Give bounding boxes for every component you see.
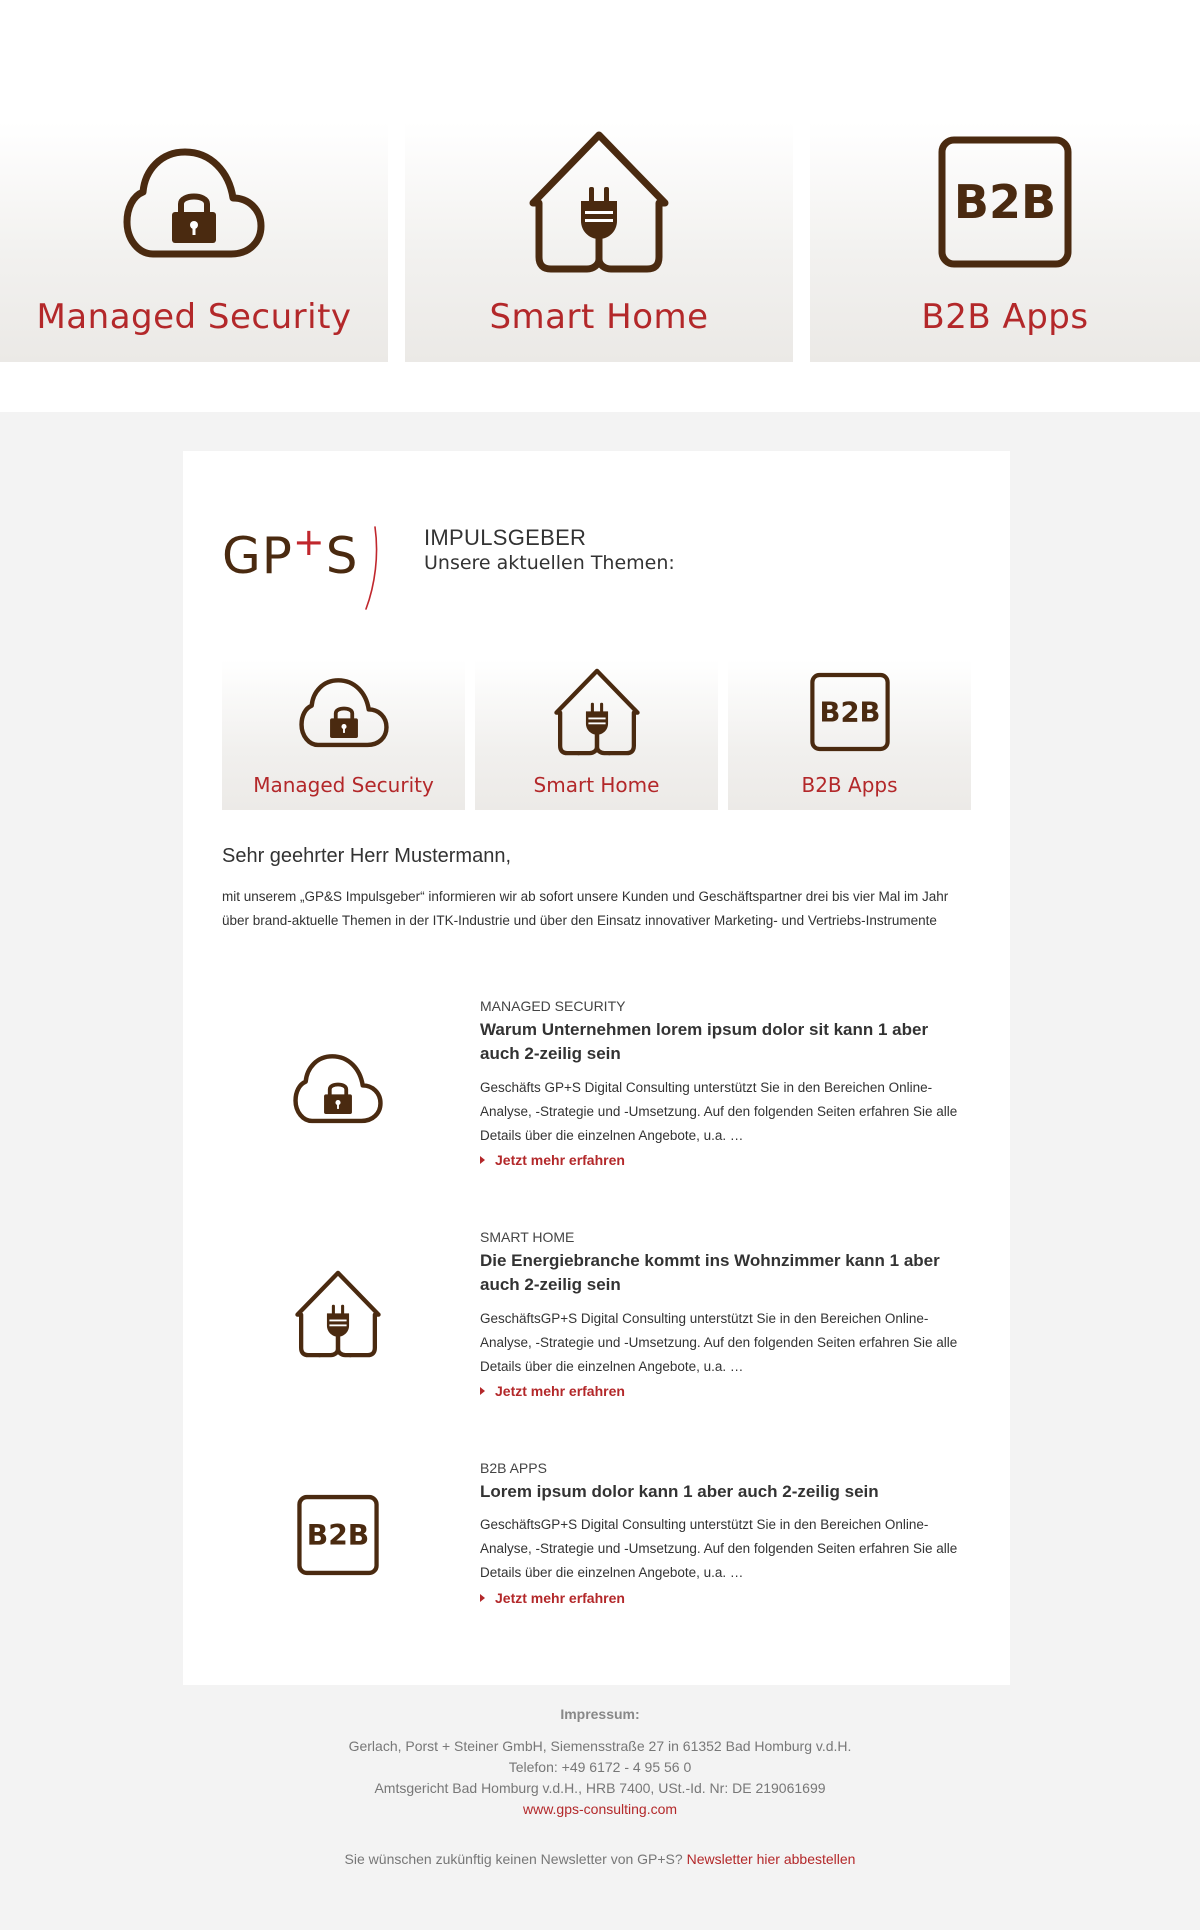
article-body: GeschäftsGP+S Digital Consulting unterstützt Sie in den Bereichen Online-Analyse, -Strategie und -Umsetzung. Auf den folgenden Seiten erfahren Sie alle Details über die einzelnen Angebote, u.a. … (480, 1517, 958, 1580)
topic-tile-managed-security[interactable] (222, 660, 465, 810)
unsubscribe-row (0, 1851, 1200, 1867)
footer-phone: Telefon: +49 6172 - 4 95 56 0 (508, 1759, 692, 1775)
impressum-title: Impressum: (560, 1706, 640, 1722)
b2b-badge-text: B2B (819, 697, 880, 729)
hero-tile-managed-security[interactable] (0, 122, 388, 362)
article-category: SMART HOME (480, 1229, 575, 1245)
cloud-lock-icon (293, 1052, 383, 1124)
b2b-badge-text: B2B (953, 175, 1057, 229)
topic-tile-smart-home[interactable] (475, 660, 718, 810)
logo-plus: + (292, 520, 326, 564)
logo-swoosh-icon (365, 525, 379, 611)
article-title[interactable]: Die Energiebranche kommt ins Wohnzimmer kann 1 aber auch 2-zeilig sein (480, 1251, 940, 1294)
article-category: B2B APPS (480, 1460, 547, 1476)
b2b-icon (297, 1494, 379, 1576)
read-more-link[interactable] (480, 1383, 625, 1399)
house-plug-icon (554, 667, 640, 757)
b2b-badge-text: B2B (306, 1518, 370, 1552)
read-more-label: Jetzt mehr erfahren (495, 1152, 625, 1168)
house-plug-icon (529, 129, 669, 275)
hero-tile-label: Managed Security (36, 297, 352, 337)
footer-court: Amtsgericht Bad Homburg v.d.H., HRB 7400, USt.-Id. Nr: DE 219061699 (374, 1780, 826, 1796)
logo-text-gp: GP (222, 527, 293, 585)
topic-tile-label: B2B Apps (801, 773, 898, 797)
unsubscribe-text: Sie wünschen zukünftig keinen Newsletter von GP+S? (344, 1851, 683, 1867)
logo-text-s: S (325, 527, 359, 585)
hero-tile-label: B2B Apps (921, 297, 1089, 337)
newsletter-subtitle: Unsere aktuellen Themen: (424, 552, 675, 574)
website-link[interactable]: www.gps-consulting.com (522, 1801, 678, 1817)
read-more-label: Jetzt mehr erfahren (495, 1383, 625, 1399)
footer-address: Gerlach, Porst + Steiner GmbH, Siemensstraße 27 in 61352 Bad Homburg v.d.H. (348, 1738, 852, 1754)
gps-logo[interactable] (222, 520, 359, 585)
arrow-right-icon (480, 1387, 485, 1395)
hero-tile-label: Smart Home (489, 297, 709, 337)
article-category: MANAGED SECURITY (480, 998, 626, 1014)
topic-tile-b2b-apps[interactable] (728, 660, 971, 810)
article-title[interactable]: Warum Unternehmen lorem ipsum dolor sit kann 1 aber auch 2-zeilig sein (480, 1020, 929, 1063)
newsletter-card (183, 451, 1010, 1685)
house-plug-icon (295, 1269, 381, 1359)
cloud-lock-icon (123, 146, 265, 258)
topic-tile-label: Managed Security (253, 773, 434, 797)
article-body: Geschäfts GP+S Digital Consulting unterstützt Sie in den Bereichen Online-Analyse, -Strategie und -Umsetzung. Auf den folgenden Seiten erfahren Sie alle Details über die einzelnen Angebote, u.a. … (480, 1080, 958, 1143)
read-more-label: Jetzt mehr erfahren (495, 1590, 625, 1606)
read-more-link[interactable] (480, 1590, 625, 1606)
hero-banner (0, 0, 1200, 412)
article-title[interactable]: Lorem ipsum dolor kann 1 aber auch 2-zeilig sein (480, 1482, 879, 1501)
read-more-link[interactable] (480, 1152, 625, 1168)
b2b-icon (810, 672, 890, 752)
b2b-icon (938, 136, 1072, 268)
hero-tile-b2b-apps[interactable] (810, 122, 1200, 362)
cloud-lock-icon (299, 676, 389, 748)
topic-tile-label: Smart Home (533, 773, 660, 797)
newsletter-title: IMPULSGEBER (424, 525, 587, 550)
unsubscribe-link[interactable]: Newsletter hier abbestellen (686, 1851, 856, 1867)
greeting: Sehr geehrter Herr Mustermann, (222, 845, 512, 867)
intro-text: mit unserem „GP&S Impulsgeber“ informieren wir ab sofort unsere Kunden und Geschäftspartner drei bis vier Mal im Jahr über brand-aktuelle Themen in der ITK-Industrie und über den Einsatz innovativer Marketing- und Vertriebs-Instrumente (222, 889, 949, 928)
arrow-right-icon (480, 1594, 485, 1602)
arrow-right-icon (480, 1156, 485, 1164)
hero-tile-smart-home[interactable] (405, 122, 793, 362)
article-body: GeschäftsGP+S Digital Consulting unterstützt Sie in den Bereichen Online-Analyse, -Strategie und -Umsetzung. Auf den folgenden Seiten erfahren Sie alle Details über die einzelnen Angebote, u.a. … (480, 1311, 958, 1374)
